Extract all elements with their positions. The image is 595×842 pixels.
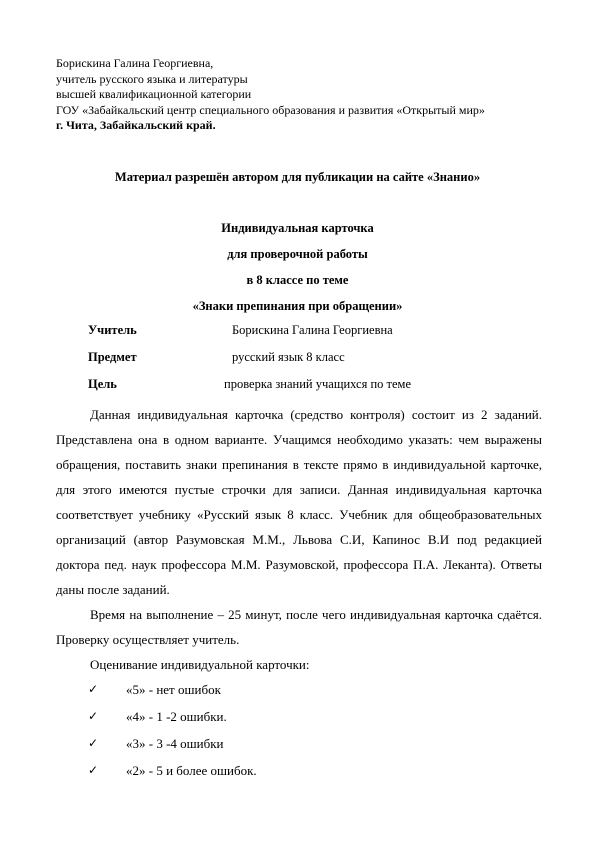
checkmark-icon: ✓ xyxy=(88,736,99,750)
subject-label: Предмет xyxy=(88,350,137,364)
grading-item-text: «4» - 1 -2 ошибки. xyxy=(126,709,227,724)
title-line-2: для проверочной работы xyxy=(227,247,368,261)
author-organization: ГОУ «Забайкальский центр специального образования и развития «Открытый мир» xyxy=(56,102,485,117)
meta-goal xyxy=(88,374,548,401)
teacher-label: Учитель xyxy=(88,323,137,337)
grading-item-text: «2» - 5 и более ошибок. xyxy=(126,763,257,778)
checkmark-icon: ✓ xyxy=(88,709,99,723)
checkmark-icon: ✓ xyxy=(88,682,99,696)
grading-item-text: «5» - нет ошибок xyxy=(126,682,221,697)
goal-value: проверка знаний учащихся по теме xyxy=(224,377,411,391)
title-line-4: «Знаки препинания при обращении» xyxy=(192,299,403,313)
author-info xyxy=(56,56,536,134)
description-paragraph: Данная индивидуальная карточка (средство контроля) состоит из 2 заданий. Представлена она в одном варианте. Учащимся необходимо указать: чем выражены обращения, поставить знаки препинания в тексте прямо в индивидуальной карточке, для этого имеются пустые строчки для записи. Данная индивидуальная карточка соответствует учебнику «Русский язык 8 класс. Учебник для общеобразовательных организаций (автор Разумовская М.М., Львова С.И, Капинос В.И под редакцией доктора пед. наук профессора М.М. Разумовской, профессора П.А. Леканта). Ответы даны после заданий. xyxy=(56,407,542,597)
meta-teacher xyxy=(88,320,548,347)
meta-subject xyxy=(88,347,548,374)
title-line-1: Индивидуальная карточка xyxy=(221,221,374,235)
grading-heading: Оценивание индивидуальной карточки: xyxy=(90,657,310,672)
publication-permission: Материал разрешён автором для публикации на сайте «Знанио» xyxy=(114,170,481,184)
title-line-3: в 8 классе по теме xyxy=(246,273,349,287)
document-title xyxy=(0,215,595,319)
subject-value: русский язык 8 класс xyxy=(232,350,345,364)
checkmark-icon: ✓ xyxy=(88,763,99,777)
author-position: учитель русского языка и литературы xyxy=(56,71,248,86)
grading-item-text: «3» - 3 -4 ошибки xyxy=(126,736,224,751)
author-city: г. Чита, Забайкальский край. xyxy=(56,118,216,132)
time-paragraph: Время на выполнение – 25 минут, после чего индивидуальная карточка сдаётся. Проверку осуществляет учитель. xyxy=(56,607,542,647)
card-meta xyxy=(88,320,548,401)
author-category: высшей квалификационной категории xyxy=(56,87,252,101)
teacher-value: Борискина Галина Георгиевна xyxy=(232,323,393,337)
author-name: Борискина Галина Георгиевна, xyxy=(56,56,214,70)
goal-label: Цель xyxy=(88,377,117,391)
